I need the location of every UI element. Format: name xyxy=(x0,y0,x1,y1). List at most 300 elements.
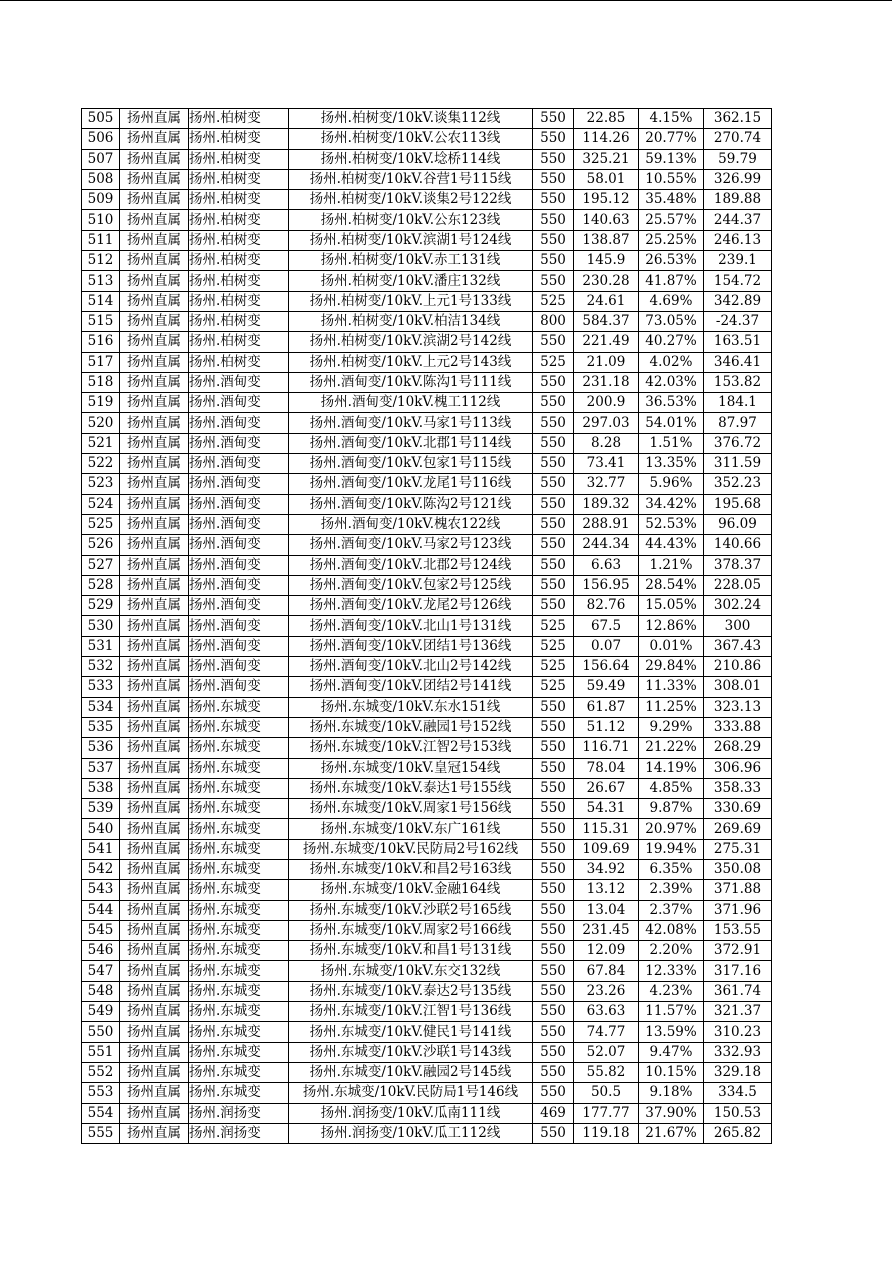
remaining-capacity-cell: 352.23 xyxy=(704,474,772,494)
feeder-line-cell: 扬州.东城变/10kV.民防局1号146线 xyxy=(289,1083,533,1103)
table-row xyxy=(82,230,772,250)
table-row xyxy=(82,352,772,372)
load-rate-cell: 9.18% xyxy=(639,1083,704,1103)
table-row xyxy=(82,514,772,534)
substation-cell: 扬州.酒甸变 xyxy=(189,413,289,433)
load-cell: 288.91 xyxy=(574,514,639,534)
row-number: 533 xyxy=(82,677,120,697)
feeder-line-cell: 扬州.东城变/10kV.和昌1号131线 xyxy=(289,941,533,961)
row-number: 555 xyxy=(82,1123,120,1143)
table-row xyxy=(82,900,772,920)
feeder-line-cell: 扬州.柏树变/10kV.谈集2号122线 xyxy=(289,190,533,210)
substation-cell: 扬州.酒甸变 xyxy=(189,474,289,494)
substation-cell: 扬州.东城变 xyxy=(189,941,289,961)
load-cell: 26.67 xyxy=(574,778,639,798)
row-number: 521 xyxy=(82,433,120,453)
capacity-cell: 550 xyxy=(533,920,574,940)
row-number: 509 xyxy=(82,190,120,210)
table-row xyxy=(82,738,772,758)
remaining-capacity-cell: 150.53 xyxy=(704,1103,772,1123)
remaining-capacity-cell: 371.96 xyxy=(704,900,772,920)
load-rate-cell: 6.35% xyxy=(639,859,704,879)
table-row xyxy=(82,535,772,555)
substation-cell: 扬州.酒甸变 xyxy=(189,372,289,392)
table-row xyxy=(82,311,772,331)
capacity-cell: 550 xyxy=(533,1022,574,1042)
load-cell: 82.76 xyxy=(574,596,639,616)
feeder-line-cell: 扬州.柏树变/10kV.滨湖1号124线 xyxy=(289,230,533,250)
load-rate-cell: 25.25% xyxy=(639,230,704,250)
capacity-cell: 550 xyxy=(533,778,574,798)
capacity-cell: 550 xyxy=(533,981,574,1001)
feeder-line-cell: 扬州.酒甸变/10kV.北山1号131线 xyxy=(289,616,533,636)
row-number: 542 xyxy=(82,859,120,879)
remaining-capacity-cell: 154.72 xyxy=(704,271,772,291)
table-row xyxy=(82,474,772,494)
feeder-line-cell: 扬州.柏树变/10kV.上元1号133线 xyxy=(289,291,533,311)
capacity-cell: 550 xyxy=(533,535,574,555)
load-cell: 0.07 xyxy=(574,636,639,656)
substation-cell: 扬州.酒甸变 xyxy=(189,494,289,514)
substation-cell: 扬州.柏树变 xyxy=(189,251,289,271)
substation-cell: 扬州.柏树变 xyxy=(189,271,289,291)
row-number: 531 xyxy=(82,636,120,656)
remaining-capacity-cell: 362.15 xyxy=(704,109,772,129)
feeder-line-cell: 扬州.酒甸变/10kV.团结2号141线 xyxy=(289,677,533,697)
capacity-cell: 800 xyxy=(533,311,574,331)
remaining-capacity-cell: 59.79 xyxy=(704,149,772,169)
table-row xyxy=(82,1123,772,1143)
remaining-capacity-cell: 321.37 xyxy=(704,1002,772,1022)
substation-cell: 扬州.酒甸变 xyxy=(189,555,289,575)
substation-cell: 扬州.柏树变 xyxy=(189,210,289,230)
remaining-capacity-cell: 330.69 xyxy=(704,799,772,819)
load-cell: 156.95 xyxy=(574,575,639,595)
company-cell: 扬州直属 xyxy=(120,535,189,555)
row-number: 507 xyxy=(82,149,120,169)
load-cell: 115.31 xyxy=(574,819,639,839)
row-number: 518 xyxy=(82,372,120,392)
row-number: 546 xyxy=(82,941,120,961)
capacity-cell: 550 xyxy=(533,738,574,758)
company-cell: 扬州直属 xyxy=(120,494,189,514)
table-row xyxy=(82,677,772,697)
company-cell: 扬州直属 xyxy=(120,433,189,453)
capacity-cell: 550 xyxy=(533,210,574,230)
company-cell: 扬州直属 xyxy=(120,575,189,595)
table-row xyxy=(82,717,772,737)
remaining-capacity-cell: 265.82 xyxy=(704,1123,772,1143)
remaining-capacity-cell: 153.82 xyxy=(704,372,772,392)
table-row xyxy=(82,859,772,879)
feeder-line-cell: 扬州.酒甸变/10kV.槐农122线 xyxy=(289,514,533,534)
capacity-cell: 469 xyxy=(533,1103,574,1123)
row-number: 512 xyxy=(82,251,120,271)
row-number: 552 xyxy=(82,1062,120,1082)
company-cell: 扬州直属 xyxy=(120,920,189,940)
load-rate-cell: 9.47% xyxy=(639,1042,704,1062)
company-cell: 扬州直属 xyxy=(120,1002,189,1022)
substation-cell: 扬州.东城变 xyxy=(189,819,289,839)
company-cell: 扬州直属 xyxy=(120,555,189,575)
load-cell: 244.34 xyxy=(574,535,639,555)
row-number: 544 xyxy=(82,900,120,920)
row-number: 523 xyxy=(82,474,120,494)
substation-cell: 扬州.东城变 xyxy=(189,1062,289,1082)
load-cell: 50.5 xyxy=(574,1083,639,1103)
row-number: 548 xyxy=(82,981,120,1001)
remaining-capacity-cell: 326.99 xyxy=(704,169,772,189)
load-rate-cell: 44.43% xyxy=(639,535,704,555)
table-row xyxy=(82,129,772,149)
substation-cell: 扬州.东城变 xyxy=(189,900,289,920)
capacity-cell: 550 xyxy=(533,799,574,819)
row-number: 538 xyxy=(82,778,120,798)
load-cell: 230.28 xyxy=(574,271,639,291)
load-cell: 325.21 xyxy=(574,149,639,169)
table-row xyxy=(82,190,772,210)
substation-cell: 扬州.酒甸变 xyxy=(189,596,289,616)
table-row xyxy=(82,271,772,291)
load-rate-cell: 13.35% xyxy=(639,454,704,474)
remaining-capacity-cell: 275.31 xyxy=(704,839,772,859)
load-rate-cell: 40.27% xyxy=(639,332,704,352)
load-cell: 21.09 xyxy=(574,352,639,372)
row-number: 547 xyxy=(82,961,120,981)
substation-cell: 扬州.柏树变 xyxy=(189,190,289,210)
feeder-line-cell: 扬州.酒甸变/10kV.马家2号123线 xyxy=(289,535,533,555)
feeder-line-cell: 扬州.酒甸变/10kV.陈沟2号121线 xyxy=(289,494,533,514)
load-rate-cell: 37.90% xyxy=(639,1103,704,1123)
load-rate-cell: 19.94% xyxy=(639,839,704,859)
company-cell: 扬州直属 xyxy=(120,657,189,677)
remaining-capacity-cell: 270.74 xyxy=(704,129,772,149)
company-cell: 扬州直属 xyxy=(120,1042,189,1062)
remaining-capacity-cell: 302.24 xyxy=(704,596,772,616)
load-cell: 231.18 xyxy=(574,372,639,392)
company-cell: 扬州直属 xyxy=(120,129,189,149)
substation-cell: 扬州.东城变 xyxy=(189,697,289,717)
remaining-capacity-cell: 333.88 xyxy=(704,717,772,737)
company-cell: 扬州直属 xyxy=(120,738,189,758)
capacity-cell: 550 xyxy=(533,251,574,271)
capacity-cell: 550 xyxy=(533,271,574,291)
remaining-capacity-cell: 323.13 xyxy=(704,697,772,717)
company-cell: 扬州直属 xyxy=(120,1022,189,1042)
substation-cell: 扬州.柏树变 xyxy=(189,352,289,372)
load-cell: 140.63 xyxy=(574,210,639,230)
company-cell: 扬州直属 xyxy=(120,596,189,616)
remaining-capacity-cell: 87.97 xyxy=(704,413,772,433)
load-cell: 58.01 xyxy=(574,169,639,189)
feeder-line-cell: 扬州.柏树变/10kV.潘庄132线 xyxy=(289,271,533,291)
row-number: 527 xyxy=(82,555,120,575)
company-cell: 扬州直属 xyxy=(120,454,189,474)
row-number: 524 xyxy=(82,494,120,514)
load-rate-cell: 52.53% xyxy=(639,514,704,534)
remaining-capacity-cell: 210.86 xyxy=(704,657,772,677)
load-cell: 297.03 xyxy=(574,413,639,433)
load-cell: 55.82 xyxy=(574,1062,639,1082)
company-cell: 扬州直属 xyxy=(120,758,189,778)
capacity-cell: 550 xyxy=(533,697,574,717)
company-cell: 扬州直属 xyxy=(120,190,189,210)
row-number: 539 xyxy=(82,799,120,819)
capacity-cell: 550 xyxy=(533,494,574,514)
row-number: 528 xyxy=(82,575,120,595)
row-number: 529 xyxy=(82,596,120,616)
load-rate-cell: 54.01% xyxy=(639,413,704,433)
load-rate-cell: 28.54% xyxy=(639,575,704,595)
load-rate-cell: 2.37% xyxy=(639,900,704,920)
feeder-line-cell: 扬州.东城变/10kV.融园2号145线 xyxy=(289,1062,533,1082)
load-rate-cell: 26.53% xyxy=(639,251,704,271)
load-rate-cell: 36.53% xyxy=(639,393,704,413)
capacity-cell: 550 xyxy=(533,555,574,575)
capacity-cell: 525 xyxy=(533,352,574,372)
company-cell: 扬州直属 xyxy=(120,372,189,392)
row-number: 530 xyxy=(82,616,120,636)
capacity-cell: 550 xyxy=(533,596,574,616)
row-number: 536 xyxy=(82,738,120,758)
substation-cell: 扬州.润扬变 xyxy=(189,1103,289,1123)
row-number: 515 xyxy=(82,311,120,331)
load-rate-cell: 20.97% xyxy=(639,819,704,839)
load-cell: 231.45 xyxy=(574,920,639,940)
load-cell: 138.87 xyxy=(574,230,639,250)
load-cell: 67.5 xyxy=(574,616,639,636)
table-row xyxy=(82,636,772,656)
feeder-line-cell: 扬州.酒甸变/10kV.马家1号113线 xyxy=(289,413,533,433)
company-cell: 扬州直属 xyxy=(120,393,189,413)
load-cell: 24.61 xyxy=(574,291,639,311)
capacity-cell: 550 xyxy=(533,900,574,920)
load-rate-cell: 9.29% xyxy=(639,717,704,737)
company-cell: 扬州直属 xyxy=(120,413,189,433)
load-rate-cell: 11.33% xyxy=(639,677,704,697)
substation-cell: 扬州.酒甸变 xyxy=(189,616,289,636)
company-cell: 扬州直属 xyxy=(120,778,189,798)
company-cell: 扬州直属 xyxy=(120,616,189,636)
company-cell: 扬州直属 xyxy=(120,291,189,311)
company-cell: 扬州直属 xyxy=(120,230,189,250)
table-row xyxy=(82,454,772,474)
feeder-line-cell: 扬州.润扬变/10kV.瓜南111线 xyxy=(289,1103,533,1123)
capacity-cell: 525 xyxy=(533,291,574,311)
feeder-line-cell: 扬州.柏树变/10kV.公农113线 xyxy=(289,129,533,149)
capacity-cell: 550 xyxy=(533,1042,574,1062)
load-rate-cell: 1.21% xyxy=(639,555,704,575)
substation-cell: 扬州.柏树变 xyxy=(189,230,289,250)
load-rate-cell: 20.77% xyxy=(639,129,704,149)
row-number: 522 xyxy=(82,454,120,474)
feeder-line-cell: 扬州.酒甸变/10kV.陈沟1号111线 xyxy=(289,372,533,392)
remaining-capacity-cell: 376.72 xyxy=(704,433,772,453)
table-row xyxy=(82,1083,772,1103)
table-row xyxy=(82,778,772,798)
company-cell: 扬州直属 xyxy=(120,880,189,900)
feeder-line-cell: 扬州.酒甸变/10kV.北郡1号114线 xyxy=(289,433,533,453)
feeder-line-cell: 扬州.东城变/10kV.金融164线 xyxy=(289,880,533,900)
load-cell: 584.37 xyxy=(574,311,639,331)
substation-cell: 扬州.酒甸变 xyxy=(189,535,289,555)
row-number: 545 xyxy=(82,920,120,940)
load-cell: 52.07 xyxy=(574,1042,639,1062)
capacity-cell: 550 xyxy=(533,372,574,392)
row-number: 516 xyxy=(82,332,120,352)
substation-cell: 扬州.酒甸变 xyxy=(189,677,289,697)
company-cell: 扬州直属 xyxy=(120,251,189,271)
feeder-line-cell: 扬州.柏树变/10kV.公东123线 xyxy=(289,210,533,230)
row-number: 519 xyxy=(82,393,120,413)
capacity-cell: 550 xyxy=(533,474,574,494)
feeder-line-cell: 扬州.东城变/10kV.泰达2号135线 xyxy=(289,981,533,1001)
company-cell: 扬州直属 xyxy=(120,311,189,331)
row-number: 551 xyxy=(82,1042,120,1062)
company-cell: 扬州直属 xyxy=(120,697,189,717)
table-row xyxy=(82,433,772,453)
remaining-capacity-cell: 372.91 xyxy=(704,941,772,961)
row-number: 535 xyxy=(82,717,120,737)
load-cell: 61.87 xyxy=(574,697,639,717)
feeder-line-cell: 扬州.东城变/10kV.泰达1号155线 xyxy=(289,778,533,798)
capacity-cell: 550 xyxy=(533,393,574,413)
company-cell: 扬州直属 xyxy=(120,859,189,879)
capacity-cell: 550 xyxy=(533,1062,574,1082)
load-cell: 200.9 xyxy=(574,393,639,413)
load-rate-cell: 41.87% xyxy=(639,271,704,291)
substation-cell: 扬州.东城变 xyxy=(189,981,289,1001)
table-row xyxy=(82,697,772,717)
row-number: 513 xyxy=(82,271,120,291)
substation-cell: 扬州.东城变 xyxy=(189,920,289,940)
substation-cell: 扬州.柏树变 xyxy=(189,311,289,331)
capacity-cell: 550 xyxy=(533,859,574,879)
remaining-capacity-cell: 163.51 xyxy=(704,332,772,352)
row-number: 525 xyxy=(82,514,120,534)
remaining-capacity-cell: 342.89 xyxy=(704,291,772,311)
load-rate-cell: 21.22% xyxy=(639,738,704,758)
substation-cell: 扬州.酒甸变 xyxy=(189,657,289,677)
load-rate-cell: 0.01% xyxy=(639,636,704,656)
load-cell: 63.63 xyxy=(574,1002,639,1022)
load-cell: 6.63 xyxy=(574,555,639,575)
feeder-line-cell: 扬州.柏树变/10kV.谈集112线 xyxy=(289,109,533,129)
remaining-capacity-cell: 358.33 xyxy=(704,778,772,798)
feeder-line-cell: 扬州.东城变/10kV.江智1号136线 xyxy=(289,1002,533,1022)
capacity-cell: 550 xyxy=(533,758,574,778)
load-cell: 221.49 xyxy=(574,332,639,352)
remaining-capacity-cell: 334.5 xyxy=(704,1083,772,1103)
row-number: 543 xyxy=(82,880,120,900)
capacity-cell: 550 xyxy=(533,1002,574,1022)
feeder-line-cell: 扬州.柏树变/10kV.埝桥114线 xyxy=(289,149,533,169)
remaining-capacity-cell: 311.59 xyxy=(704,454,772,474)
substation-cell: 扬州.柏树变 xyxy=(189,332,289,352)
remaining-capacity-cell: 239.1 xyxy=(704,251,772,271)
substation-cell: 扬州.柏树变 xyxy=(189,291,289,311)
row-number: 505 xyxy=(82,109,120,129)
company-cell: 扬州直属 xyxy=(120,109,189,129)
remaining-capacity-cell: 378.37 xyxy=(704,555,772,575)
feeder-line-cell: 扬州.东城变/10kV.沙联2号165线 xyxy=(289,900,533,920)
substation-cell: 扬州.润扬变 xyxy=(189,1123,289,1143)
feeder-line-cell: 扬州.东城变/10kV.东水151线 xyxy=(289,697,533,717)
load-cell: 13.12 xyxy=(574,880,639,900)
table-body xyxy=(82,109,772,1144)
table-row xyxy=(82,1042,772,1062)
load-cell: 73.41 xyxy=(574,454,639,474)
company-cell: 扬州直属 xyxy=(120,799,189,819)
table-row xyxy=(82,1022,772,1042)
remaining-capacity-cell: 96.09 xyxy=(704,514,772,534)
load-rate-cell: 10.55% xyxy=(639,169,704,189)
table-row xyxy=(82,819,772,839)
company-cell: 扬州直属 xyxy=(120,1062,189,1082)
load-rate-cell: 73.05% xyxy=(639,311,704,331)
load-cell: 54.31 xyxy=(574,799,639,819)
remaining-capacity-cell: 361.74 xyxy=(704,981,772,1001)
load-cell: 32.77 xyxy=(574,474,639,494)
feeder-line-cell: 扬州.酒甸变/10kV.龙尾2号126线 xyxy=(289,596,533,616)
company-cell: 扬州直属 xyxy=(120,514,189,534)
table-row xyxy=(82,1062,772,1082)
feeder-line-cell: 扬州.柏树变/10kV.上元2号143线 xyxy=(289,352,533,372)
capacity-cell: 550 xyxy=(533,961,574,981)
load-rate-cell: 4.15% xyxy=(639,109,704,129)
load-rate-cell: 1.51% xyxy=(639,433,704,453)
substation-cell: 扬州.柏树变 xyxy=(189,169,289,189)
table-row xyxy=(82,393,772,413)
remaining-capacity-cell: 153.55 xyxy=(704,920,772,940)
remaining-capacity-cell: 329.18 xyxy=(704,1062,772,1082)
remaining-capacity-cell: 244.37 xyxy=(704,210,772,230)
load-cell: 51.12 xyxy=(574,717,639,737)
feeder-load-table xyxy=(81,108,772,1144)
substation-cell: 扬州.东城变 xyxy=(189,1083,289,1103)
row-number: 508 xyxy=(82,169,120,189)
load-cell: 189.32 xyxy=(574,494,639,514)
substation-cell: 扬州.东城变 xyxy=(189,799,289,819)
table-row xyxy=(82,494,772,514)
substation-cell: 扬州.酒甸变 xyxy=(189,433,289,453)
load-cell: 12.09 xyxy=(574,941,639,961)
remaining-capacity-cell: 346.41 xyxy=(704,352,772,372)
feeder-line-cell: 扬州.酒甸变/10kV.包家2号125线 xyxy=(289,575,533,595)
remaining-capacity-cell: 367.43 xyxy=(704,636,772,656)
substation-cell: 扬州.东城变 xyxy=(189,717,289,737)
row-number: 511 xyxy=(82,230,120,250)
load-cell: 145.9 xyxy=(574,251,639,271)
row-number: 506 xyxy=(82,129,120,149)
load-cell: 109.69 xyxy=(574,839,639,859)
load-rate-cell: 9.87% xyxy=(639,799,704,819)
table-row xyxy=(82,920,772,940)
row-number: 541 xyxy=(82,839,120,859)
capacity-cell: 550 xyxy=(533,109,574,129)
company-cell: 扬州直属 xyxy=(120,352,189,372)
row-number: 554 xyxy=(82,1103,120,1123)
capacity-cell: 550 xyxy=(533,575,574,595)
feeder-line-cell: 扬州.东城变/10kV.东交132线 xyxy=(289,961,533,981)
substation-cell: 扬州.东城变 xyxy=(189,758,289,778)
load-rate-cell: 42.08% xyxy=(639,920,704,940)
load-cell: 67.84 xyxy=(574,961,639,981)
feeder-line-cell: 扬州.酒甸变/10kV.北山2号142线 xyxy=(289,657,533,677)
load-cell: 59.49 xyxy=(574,677,639,697)
capacity-cell: 550 xyxy=(533,454,574,474)
load-rate-cell: 11.25% xyxy=(639,697,704,717)
